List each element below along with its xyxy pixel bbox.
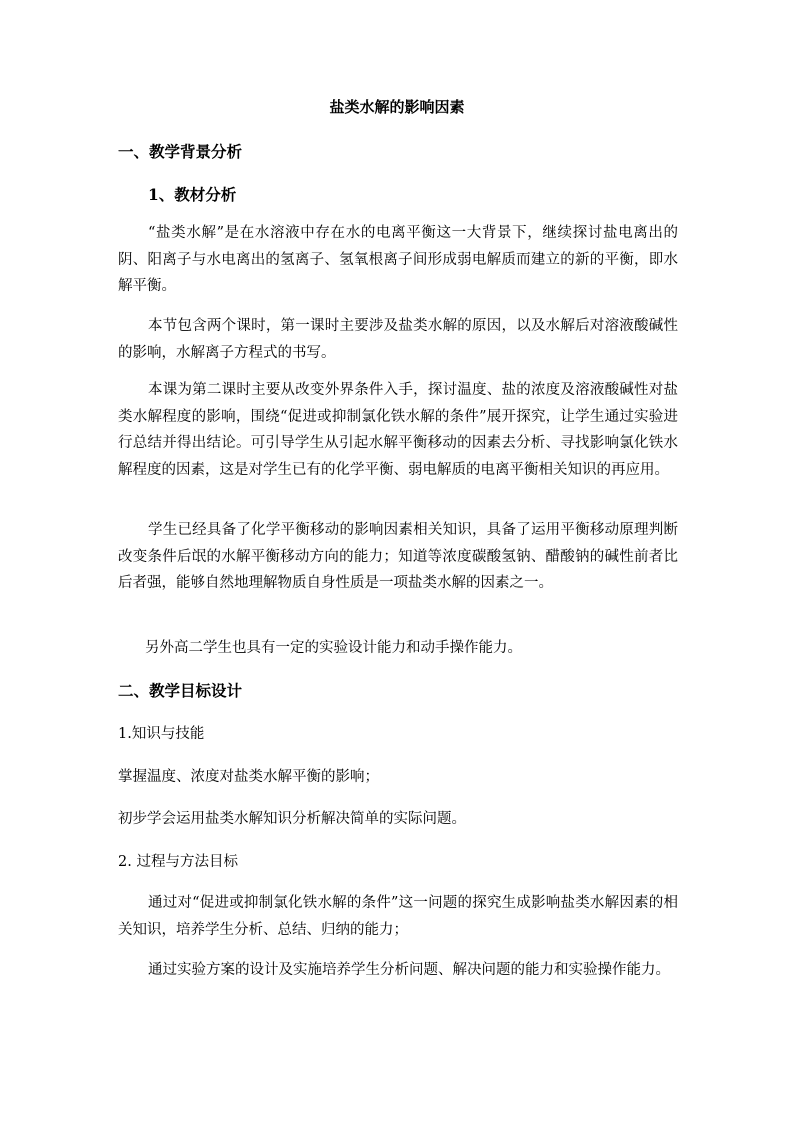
section-heading-objectives: 二、教学目标设计 <box>118 681 243 700</box>
objective-line: 初步学会运用盐类水解知识分析解决简单的实际问题。 <box>118 811 466 827</box>
paragraph-process-experiment: 通过实验方案的设计及实施培养学生分析问题、解决问题的能力和实验操作能力。 <box>148 962 670 978</box>
paragraph-student-knowledge: 学生已经具备了化学平衡移动的影响因素相关知识，具备了运用平衡移动原理判断改变条件后氓的水解平衡移动方向的能力；知道等浓度碳酸氢钠、醋酸钠的碱性前者比后者强，能够自然地理解物质自身性质是一项盐类水解的因素之一。 <box>118 522 678 591</box>
paragraph-lesson-overview: 本节包含两个课时，第一课时主要涉及盐类水解的原因，以及水解后对溶液酸碱性的影响，水解离子方程式的书写。 <box>118 318 678 361</box>
paragraph-second-lesson: 本课为第二课时主要从改变外界条件入手，探讨温度、盐的浓度及溶液酸碱性对盐类水解程度的影响，围绕“促进或抑制氯化铁水解的条件”展开探究，让学生通过实验进行总结并得出结论。可引导学生从引起水解平衡移动的因素去分析、寻找影响氯化铁水解程度的因素，这是对学生已有的化学平衡、弱电解质的电离平衡相关知识的再应用。 <box>118 382 678 478</box>
paragraph-process-inquiry: 通过对“促进或抑制氯化铁水解的条件”这一问题的探究生成影响盐类水解因素的相关知识，培养学生分析、总结、归纳的能力； <box>118 895 678 938</box>
section-heading-background: 一、教学背景分析 <box>118 142 243 161</box>
document-title: 盐类水解的影响因素 <box>329 98 465 116</box>
objective-heading-knowledge: 1.知识与技能 <box>118 726 205 742</box>
paragraph-student-ability: 另外高二学生也具有一定的实验设计能力和动手操作能力。 <box>145 640 522 656</box>
objective-line: 掌握温度、浓度对盐类水解平衡的影响； <box>118 769 379 785</box>
paragraph-hydrolysis-intro: “盐类水解”是在水溶液中存在水的电离平衡这一大背景下，继续探讨盐电离出的阴、阳离子与水电离出的氢离子、氢氧根离子间形成弱电解质而建立的新的平衡，即水解平衡。 <box>118 225 678 294</box>
subsection-heading-textbook: 1、教材分析 <box>148 185 237 204</box>
objective-heading-process: 2. 过程与方法目标 <box>118 854 238 870</box>
